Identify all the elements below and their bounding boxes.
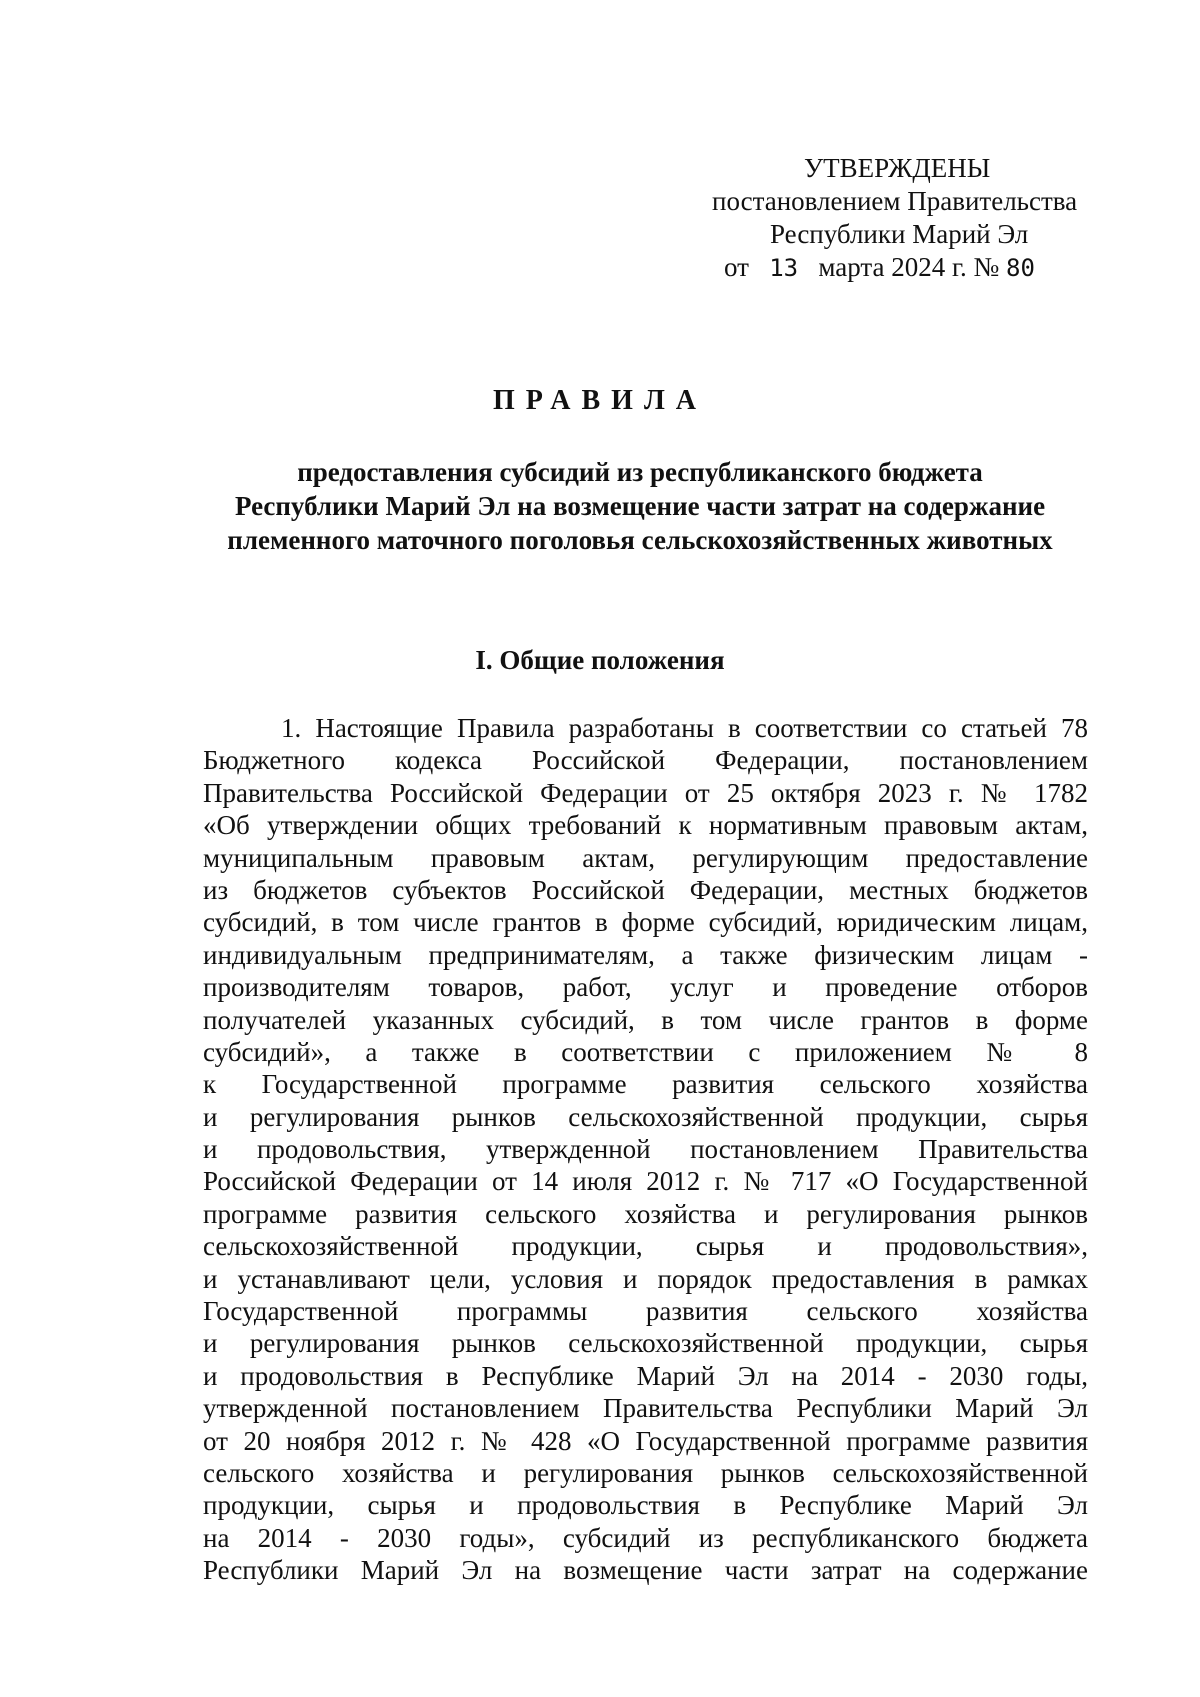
paragraph-line: и регулирования рынков сельскохозяйственной продукции, сырья <box>203 1328 1088 1359</box>
paragraph-line: и устанавливают цели, условия и порядок предоставления в рамках <box>203 1263 1088 1294</box>
approval-stamp <box>690 152 1120 285</box>
paragraph-line: Республики Марий Эл на возмещение части затрат на содержание <box>203 1555 1088 1586</box>
section-heading: I. Общие положения <box>475 645 725 675</box>
approval-date <box>690 251 1120 285</box>
paragraph-line: утвержденной постановлением Правительства Республики Марий Эл <box>203 1393 1088 1424</box>
approval-authority: постановлением Правительства <box>712 186 1078 216</box>
paragraph-line: 1. Настоящие Правила разработаны в соответствии со статьей 78 <box>281 713 1088 743</box>
subtitle-line: племенного маточного поголовья сельскохозяйственных животных <box>227 525 1053 555</box>
approval-date-month-year: марта 2024 г. № <box>818 252 1000 282</box>
paragraph-line: муниципальным правовым актам, регулирующим предоставление <box>203 842 1088 873</box>
paragraph-line: получателей указанных субсидий, в том числе грантов в форме <box>203 1004 1088 1035</box>
paragraph-line: программе развития сельского хозяйства и регулирования рынков <box>203 1198 1088 1229</box>
paragraph-line: сельскохозяйственной продукции, сырья и продовольствия», <box>203 1231 1088 1262</box>
document-title: ПРАВИЛА <box>492 385 708 416</box>
document-subtitle <box>190 455 1090 557</box>
paragraph-line: Российской Федерации от 14 июля 2012 г. № 717 «О Государственной <box>203 1166 1088 1197</box>
subtitle-line: Республики Марий Эл на возмещение части затрат на содержание <box>234 491 1046 521</box>
subtitle-line: предоставления субсидий из республиканского бюджета <box>297 457 983 487</box>
paragraph-line: и продовольствия, утвержденной постановлением Правительства <box>203 1134 1088 1165</box>
paragraph-line: продукции, сырья и продовольствия в Республике Марий Эл <box>203 1490 1088 1521</box>
paragraph-line: субсидий», а также в соответствии с приложением № 8 <box>203 1036 1088 1067</box>
approval-republic: Республики Марий Эл <box>770 219 1029 249</box>
approval-date-prefix: от <box>724 252 749 282</box>
paragraph-line: из бюджетов субъектов Российской Федерации, местных бюджетов <box>203 874 1088 905</box>
approval-heading: УТВЕРЖДЕНЫ <box>804 153 991 183</box>
paragraph-1 <box>203 712 1088 1587</box>
paragraph-line: субсидий, в том числе грантов в форме субсидий, юридическим лицам, <box>203 907 1088 938</box>
paragraph-line: индивидуальным предпринимателям, а также физическим лицам - <box>203 939 1088 970</box>
paragraph-line: на 2014 - 2030 годы», субсидий из республиканского бюджета <box>203 1522 1088 1553</box>
paragraph-line: и продовольствия в Республике Марий Эл на 2014 - 2030 годы, <box>203 1360 1088 1391</box>
paragraph-line: и регулирования рынков сельскохозяйственной продукции, сырья <box>203 1101 1088 1132</box>
paragraph-line: Правительства Российской Федерации от 25 октября 2023 г. № 1782 <box>203 777 1088 808</box>
paragraph-line: Государственной программы развития сельского хозяйства <box>203 1296 1088 1327</box>
approval-number: 80 <box>1006 254 1035 282</box>
paragraph-line: производителям товаров, работ, услуг и проведение отборов <box>203 972 1088 1003</box>
paragraph-line: «Об утверждении общих требований к нормативным правовым актам, <box>203 810 1088 841</box>
approval-date-day: 13 <box>769 254 799 282</box>
paragraph-line: от 20 ноября 2012 г. № 428 «О Государственной программе развития <box>203 1425 1088 1456</box>
paragraph-line: Бюджетного кодекса Российской Федерации, постановлением <box>203 745 1088 776</box>
paragraph-line: сельского хозяйства и регулирования рынков сельскохозяйственной <box>203 1457 1088 1488</box>
paragraph-line: к Государственной программе развития сельского хозяйства <box>203 1069 1088 1100</box>
